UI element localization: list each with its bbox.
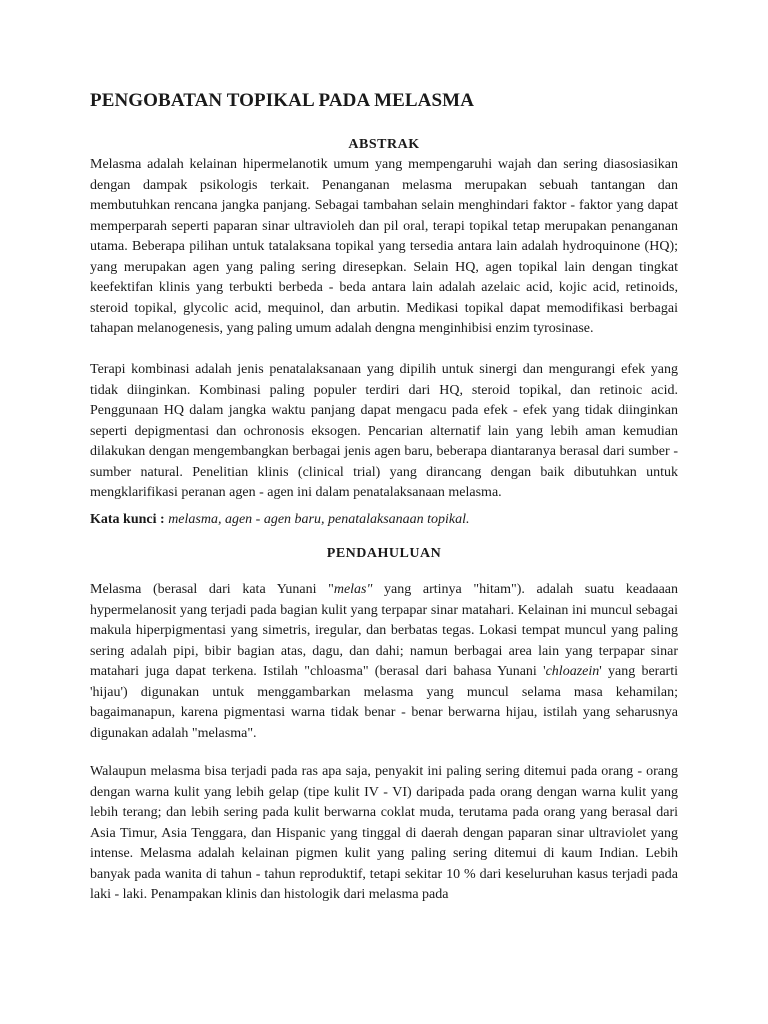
abstract-paragraph-1: Melasma adalah kelainan hipermelanotik umum yang mempengaruhi wajah dan sering diasosiasikan dengan dampak psikologis terkait. Penanganan melasma merupakan sebuah tantangan dan membutuhkan rencana jangka panjang. Sebagai tambahan selain menghindari faktor - faktor yang dapat memperparah seperti paparan sinar ultravioleh dan pil oral, terapi topikal tetap merupakan penanganan utama. Beberapa pilihan untuk tatalaksana topikal yang tersedia antara lain adalah hydroquinone (HQ); yang merupakan agen yang paling sering diresepkan. Selain HQ, agen topikal lain dengan tingkat keefektifan klinis yang terbukti berbeda - beda antara lain adalah azelaic acid, kojic acid, retinoids, steroid topikal, glycolic acid, mequinol, dan arbutin. Medikasi topikal dapat memodifikasi berbagai tahapan melanogenesis, yang paling umum adalah dengna menginhibisi enzim tyrosinase. <box>90 157 678 336</box>
abstract-paragraph-2: Terapi kombinasi adalah jenis penatalaksanaan yang dipilih untuk sinergi dan mengurangi efek yang tidak diinginkan. Kombinasi paling populer terdiri dari HQ, steroid topikal, dan retinoic acid. Penggunaan HQ dalam jangka waktu panjang dapat mengacu pada efek - efek yang tidak diinginkan seperti depigmentasi dan ochronosis eksogen. Pencarian alternatif lain yang lebih aman kemudian dilakukan dengan mengembangkan berbagai jenis agen baru, beberapa diantaranya berasal dari sumber - sumber natural. Penelitian klinis (clinical trial) yang dirancang dengan baik dibutuhkan untuk mengklarifikasi peranan agen - agen ini dalam penatalaksanaan melasma. <box>90 362 678 500</box>
intro-p1-end: ' yang berarti 'hijau') digunakan untuk menggambarkan melasma yang muncul selama masa kehamilan; bagaimanapun, karena pigmentasi warna tidak benar - benar berwarna hijau, istilah yang seharusnya digunakan adalah "melasma". <box>90 664 678 741</box>
intro-p1-start: Melasma (berasal dari kata Yunani " <box>90 582 334 597</box>
keywords-line <box>90 510 678 531</box>
intro-p1-mid: yang artinya "hitam"). adalah suatu keadaaan hypermelanosit yang terjadi pada bagian kulit yang terpapar sinar matahari. Kelainan ini muncul sebagai makula hiperpigmentasi yang simetris, iregular, dan berbatas tegas. Lokasi tempat muncul yang paling sering adalah pipi, bibir bagian atas, dagu, dan dahi; namun berbagai area lain yang terpapar sinar matahari juga dapat terkena. Istilah "chloasma" (berasal dari bahasa Yunani ' <box>90 582 678 679</box>
keywords-label: Kata kunci : <box>90 512 165 527</box>
document-title: PENGOBATAN TOPIKAL PADA MELASMA <box>90 90 475 111</box>
abstract-heading: ABSTRAK <box>348 137 420 152</box>
intro-p1-chloazein: chloazein <box>545 664 600 679</box>
introduction-paragraph-1 <box>90 580 678 744</box>
keywords-text: melasma, agen - agen baru, penatalaksanaan topikal. <box>168 512 470 527</box>
introduction-heading: PENDAHULUAN <box>326 546 442 561</box>
intro-p1-melas: melas" <box>333 582 373 597</box>
introduction-paragraph-2: Walaupun melasma bisa terjadi pada ras apa saja, penyakit ini paling sering ditemui pada orang - orang dengan warna kulit yang lebih gelap (tipe kulit IV - VI) daripada pada orang dengan warna kulit yang lebih terang; dan lebih sering pada kulit berwarna coklat muda, terutama pada orang yang berasal dari Asia Timur, Asia Tenggara, dan Hispanic yang tinggal di daerah dengan paparan sinar ultraviolet yang intense. Melasma adalah kelainan pigmen kulit yang paling sering ditemui di kaum Indian. Lebih banyak pada wanita di tahun - tahun reproduktif, tetapi sekitar 10 % dari keseluruhan kasus terjadi pada laki - laki. Penampakan klinis dan histologik dari melasma pada <box>90 764 678 902</box>
